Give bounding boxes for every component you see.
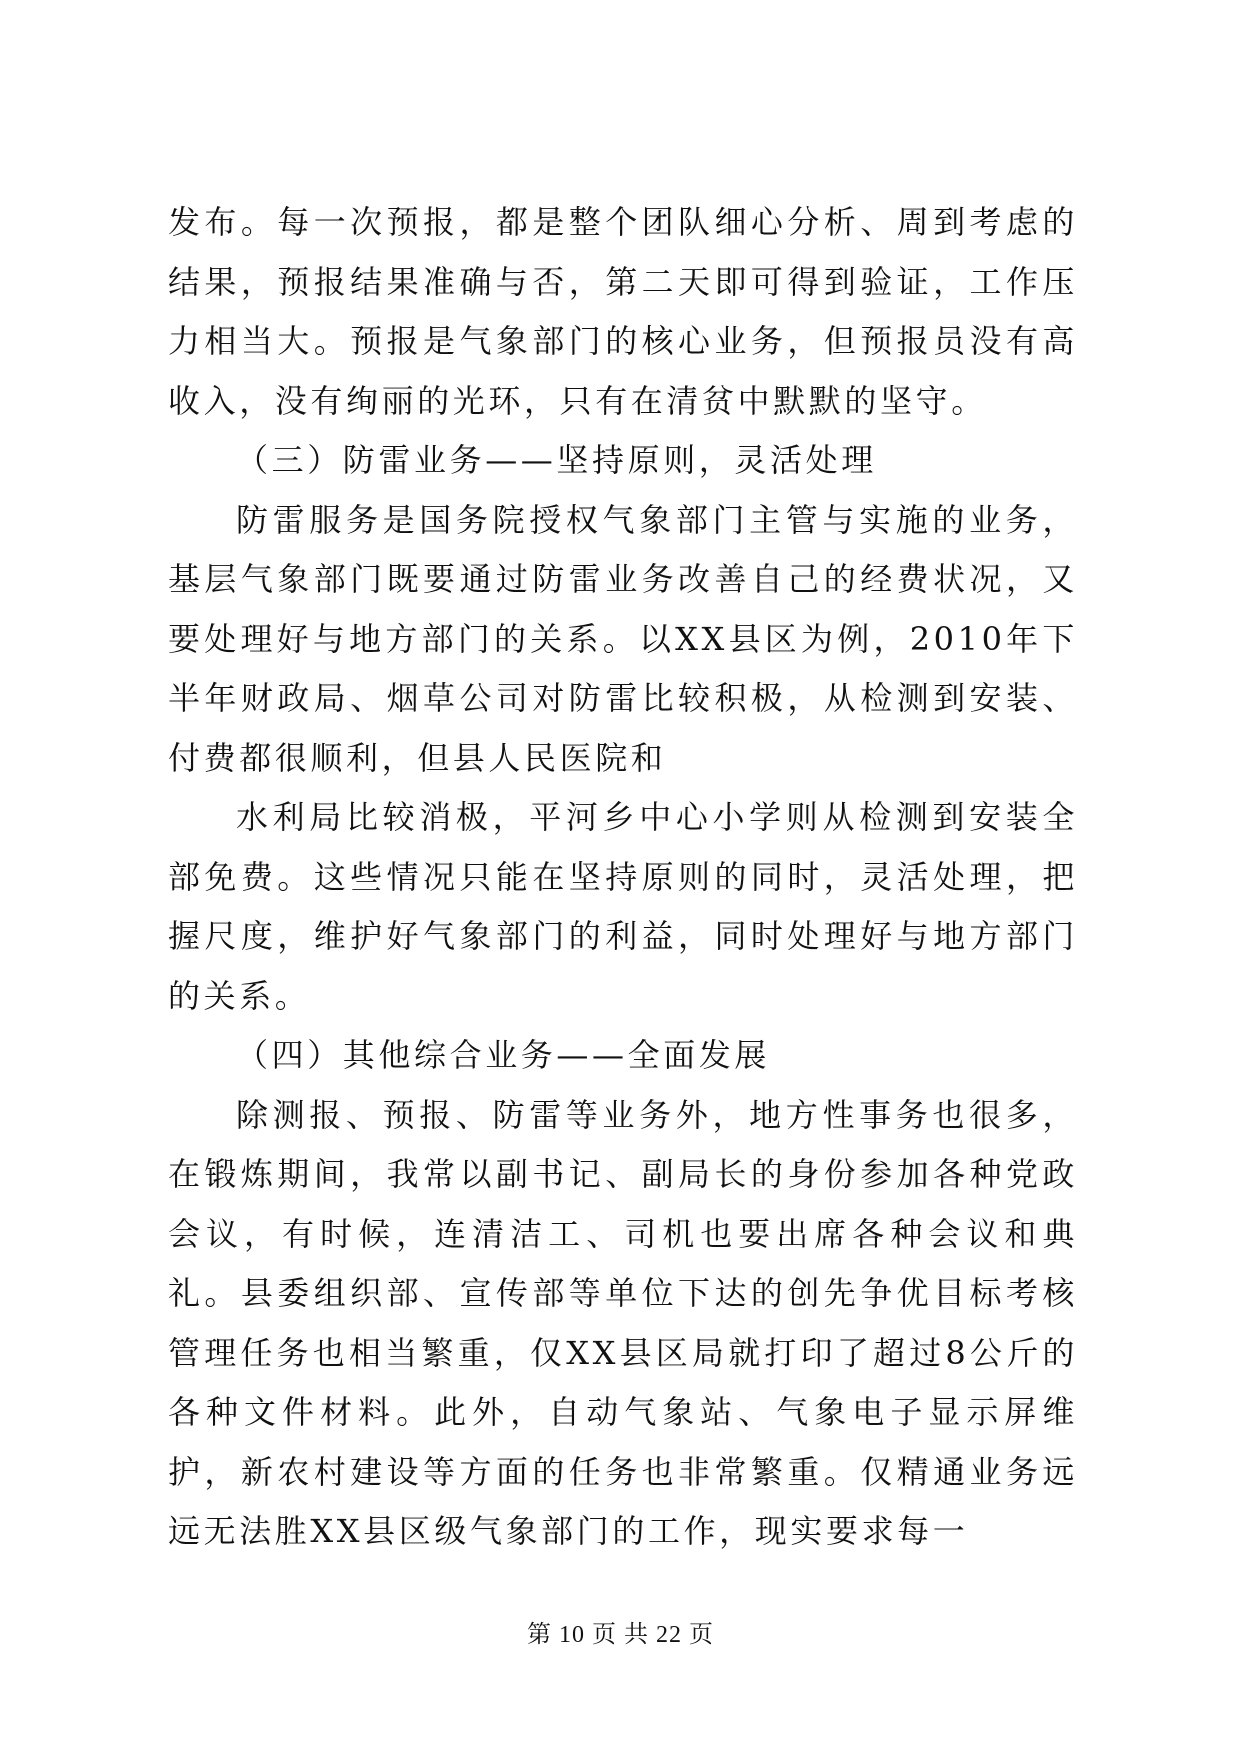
page-footer (0, 1614, 1241, 1649)
paragraph-other-business: 除测报、预报、防雷等业务外，地方性事务也很多，在锻炼期间，我常以副书记、副局长的身份参加各种党政会议，有时候，连清洁工、司机也要出席各种会议和典礼。县委组织部、宣传部等单位下达的创先争优目标考核管理任务也相当繁重，仅XX县区局就打印了超过8公斤的各种文件材料。此外，自动气象站、气象电子显示屏维护，新农村建设等方面的任务也非常繁重。仅精通业务远远无法胜XX县区级气象部门的工作，现实要求每一 (168, 1095, 1078, 1550)
paragraph-forecast-ending: 发布。每一次预报，都是整个团队细心分析、周到考虑的结果，预报结果准确与否，第二天即可得到验证，工作压力相当大。预报是气象部门的核心业务，但预报员没有高收入，没有绚丽的光环，只有在清贫中默默的坚守。 (168, 203, 1078, 420)
page-number: 第 10 页 共 22 页 (527, 1622, 714, 1648)
section-heading-other-business: （四）其他综合业务——全面发展 (236, 1036, 771, 1074)
body-text (168, 193, 1078, 1562)
paragraph-lightning-handling: 水利局比较消极，平河乡中心小学则从检测到安装全部免费。这些情况只能在坚持原则的同时，灵活处理，把握尺度，维护好气象部门的利益，同时处理好与地方部门的关系。 (168, 798, 1078, 1015)
section-heading-lightning: （三）防雷业务——坚持原则，灵活处理 (236, 441, 877, 479)
paragraph-lightning-service: 防雷服务是国务院授权气象部门主管与实施的业务，基层气象部门既要通过防雷业务改善自己的经费状况，又要处理好与地方部门的关系。以XX县区为例，2010年下半年财政局、烟草公司对防雷比较积极，从检测到安装、付费都很顺利，但县人民医院和 (168, 500, 1078, 777)
